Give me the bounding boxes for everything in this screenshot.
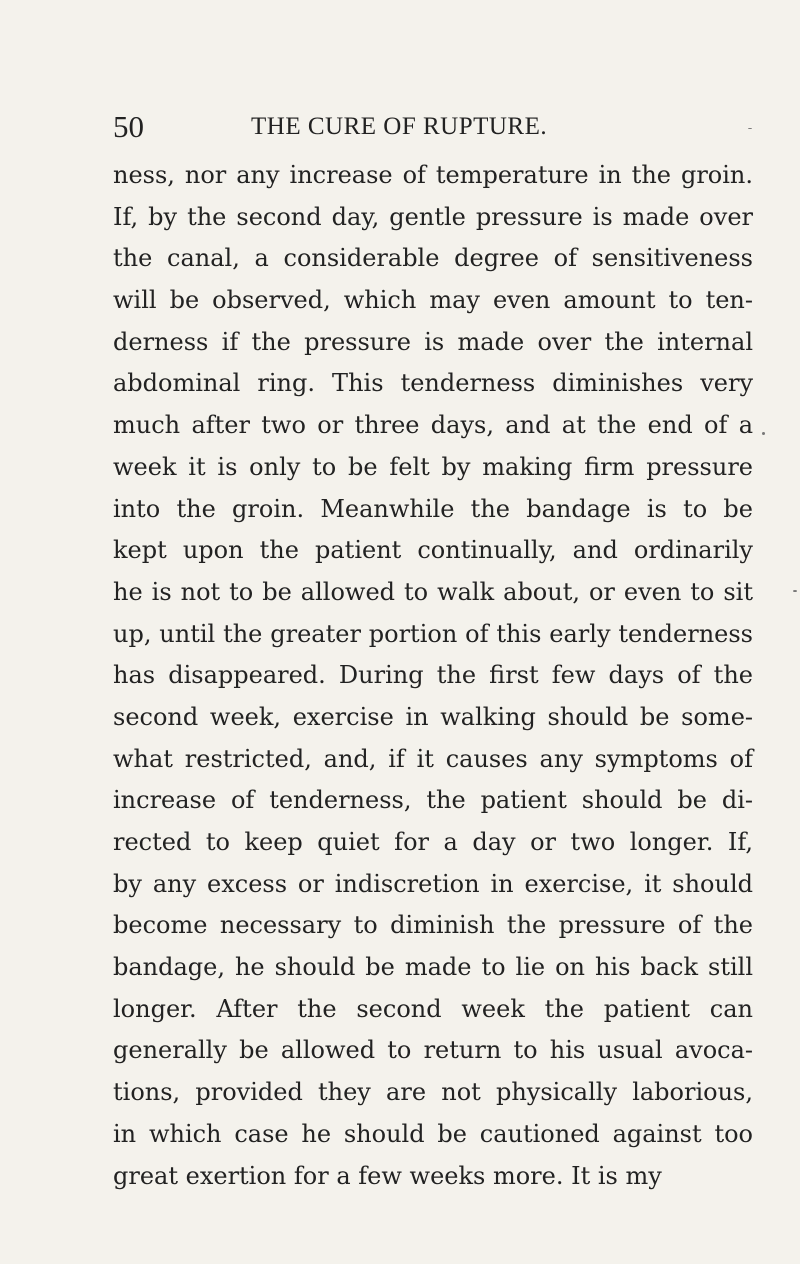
- text-line: what restricted, and, if it causes any symptoms of: [113, 744, 753, 773]
- text-line: will be observed, which may even amount to ten-: [113, 286, 753, 315]
- text-line: in which case he should be cautioned against too: [113, 1119, 753, 1148]
- text-line: into the groin. Meanwhile the bandage is to be: [113, 494, 753, 523]
- text-line: great exertion for a few weeks more. It is my: [113, 1161, 662, 1190]
- scan-speck: [793, 590, 797, 592]
- text-line: by any excess or indiscretion in exercise, it should: [113, 869, 753, 898]
- body-text: [113, 155, 753, 1197]
- text-line: generally be allowed to return to his usual avoca-: [113, 1036, 753, 1065]
- running-title: THE CURE OF RUPTURE.: [251, 113, 548, 140]
- text-line: has disappeared. During the first few days of the: [113, 661, 753, 690]
- text-line: he is not to be allowed to walk about, or even to sit: [113, 577, 753, 606]
- text-line: much after two or three days, and at the end of a: [113, 411, 753, 440]
- text-line: derness if the pressure is made over the internal: [113, 327, 753, 356]
- text-line: become necessary to diminish the pressure of the: [113, 911, 753, 940]
- text-line: the canal, a considerable degree of sensitiveness: [113, 244, 753, 273]
- text-line: longer. After the second week the patient can: [113, 994, 753, 1023]
- text-line: tions, provided they are not physically laborious,: [113, 1078, 753, 1107]
- page-number: 50: [113, 109, 144, 144]
- text-line: ness, nor any increase of temperature in the groin.: [113, 161, 753, 189]
- running-head: [113, 107, 753, 147]
- text-line: second week, exercise in walking should be some-: [113, 702, 753, 731]
- text-line: week it is only to be felt by making firm pressure: [113, 452, 753, 481]
- text-line: bandage, he should be made to lie on his back still: [113, 953, 753, 982]
- text-line: If, by the second day, gentle pressure is made over: [113, 202, 753, 231]
- scan-speck: [762, 432, 765, 435]
- scan-speck: [748, 128, 752, 129]
- text-line: increase of tenderness, the patient should be di-: [113, 786, 753, 815]
- text-line: abdominal ring. This tenderness diminishes very: [113, 369, 753, 398]
- text-line: kept upon the patient continually, and ordinarily: [113, 536, 753, 565]
- text-line: up, until the greater portion of this early tenderness: [113, 619, 753, 648]
- text-line: rected to keep quiet for a day or two longer. If,: [113, 828, 753, 856]
